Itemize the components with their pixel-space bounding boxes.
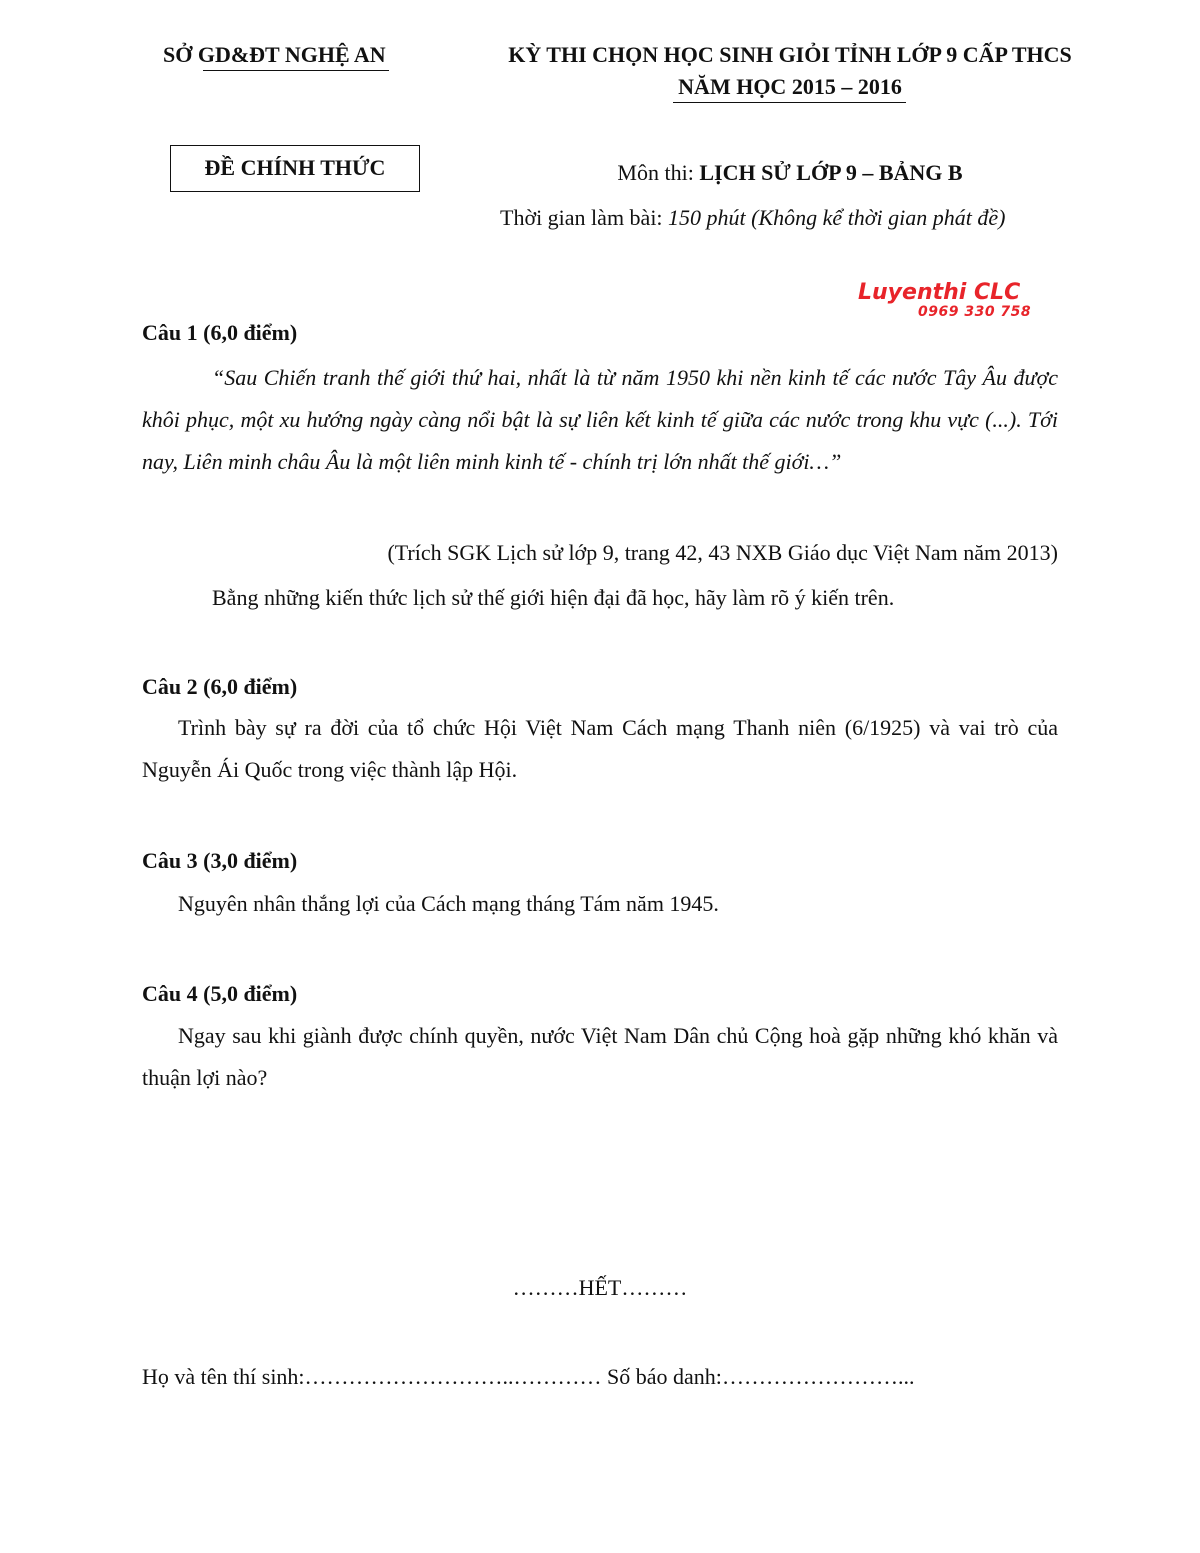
- school-year-underline: [673, 102, 906, 103]
- question-4-title: Câu 4 (5,0 điểm): [142, 981, 298, 1006]
- exam-title: KỲ THI CHỌN HỌC SINH GIỎI TỈNH LỚP 9 CẤP THCS: [508, 42, 1072, 67]
- question-3-title: Câu 3 (3,0 điểm): [142, 848, 298, 873]
- official-exam-badge: ĐỀ CHÍNH THỨC: [170, 145, 420, 192]
- candidate-name-blank: ………………………..…………: [304, 1364, 602, 1389]
- department-name: SỞ GD&ĐT NGHỆ AN: [163, 42, 386, 67]
- watermark-name: Luyenthi CLC: [858, 280, 1021, 305]
- question-2-title: Câu 2 (6,0 điểm): [142, 674, 298, 699]
- question-1-quote: “Sau Chiến tranh thế giới thứ hai, nhất là từ năm 1950 khi nền kinh tế các nước Tây Âu được khôi phục, một xu hướng ngày càng nổi bật là sự liên kết kinh tế giữa các nước trong khu vực (...). Tới nay, Liên minh châu Âu là một liên minh kinh tế - chính trị lớn nhất thế giới…”: [142, 365, 1058, 474]
- question-1-title: Câu 1 (6,0 điểm): [142, 320, 298, 345]
- question-1-citation: (Trích SGK Lịch sử lớp 9, trang 42, 43 NXB Giáo dục Việt Nam năm 2013): [387, 540, 1058, 565]
- question-1-instruction: Bằng những kiến thức lịch sử thế giới hiện đại đã học, hãy làm rõ ý kiến trên.: [212, 585, 895, 610]
- department-underline: [203, 70, 389, 71]
- candidate-info-line: [142, 1364, 1058, 1390]
- question-2-body: Trình bày sự ra đời của tổ chức Hội Việt Nam Cách mạng Thanh niên (6/1925) và vai trò của Nguyễn Ái Quốc trong việc thành lập Hội.: [142, 715, 1058, 782]
- duration-value: 150 phút (Không kể thời gian phát đề): [668, 205, 1006, 230]
- end-mark-text: ………HẾT………: [512, 1275, 688, 1300]
- end-of-exam-mark: [0, 1275, 1200, 1301]
- subject-name: LỊCH SỬ LỚP 9 – BẢNG B: [699, 160, 963, 185]
- watermark-phone: 0969 330 758: [918, 304, 1032, 320]
- school-year: NĂM HỌC 2015 – 2016: [678, 74, 902, 99]
- subject-prefix: Môn thi:: [617, 160, 694, 185]
- watermark-logo: [858, 280, 1080, 324]
- subject-line: [440, 160, 1140, 186]
- question-4-body: Ngay sau khi giành được chính quyền, nước Việt Nam Dân chủ Cộng hoà gặp những khó khăn và thuận lợi nào?: [142, 1023, 1058, 1090]
- question-3-body: Nguyên nhân thắng lợi của Cách mạng tháng Tám năm 1945.: [178, 891, 719, 916]
- duration-line: [500, 205, 1005, 231]
- candidate-number-label: Số báo danh:: [607, 1364, 722, 1389]
- candidate-number-blank: ……………………...: [721, 1364, 915, 1389]
- duration-prefix: Thời gian làm bài:: [500, 205, 663, 230]
- candidate-name-label: Họ và tên thí sinh:: [142, 1364, 305, 1389]
